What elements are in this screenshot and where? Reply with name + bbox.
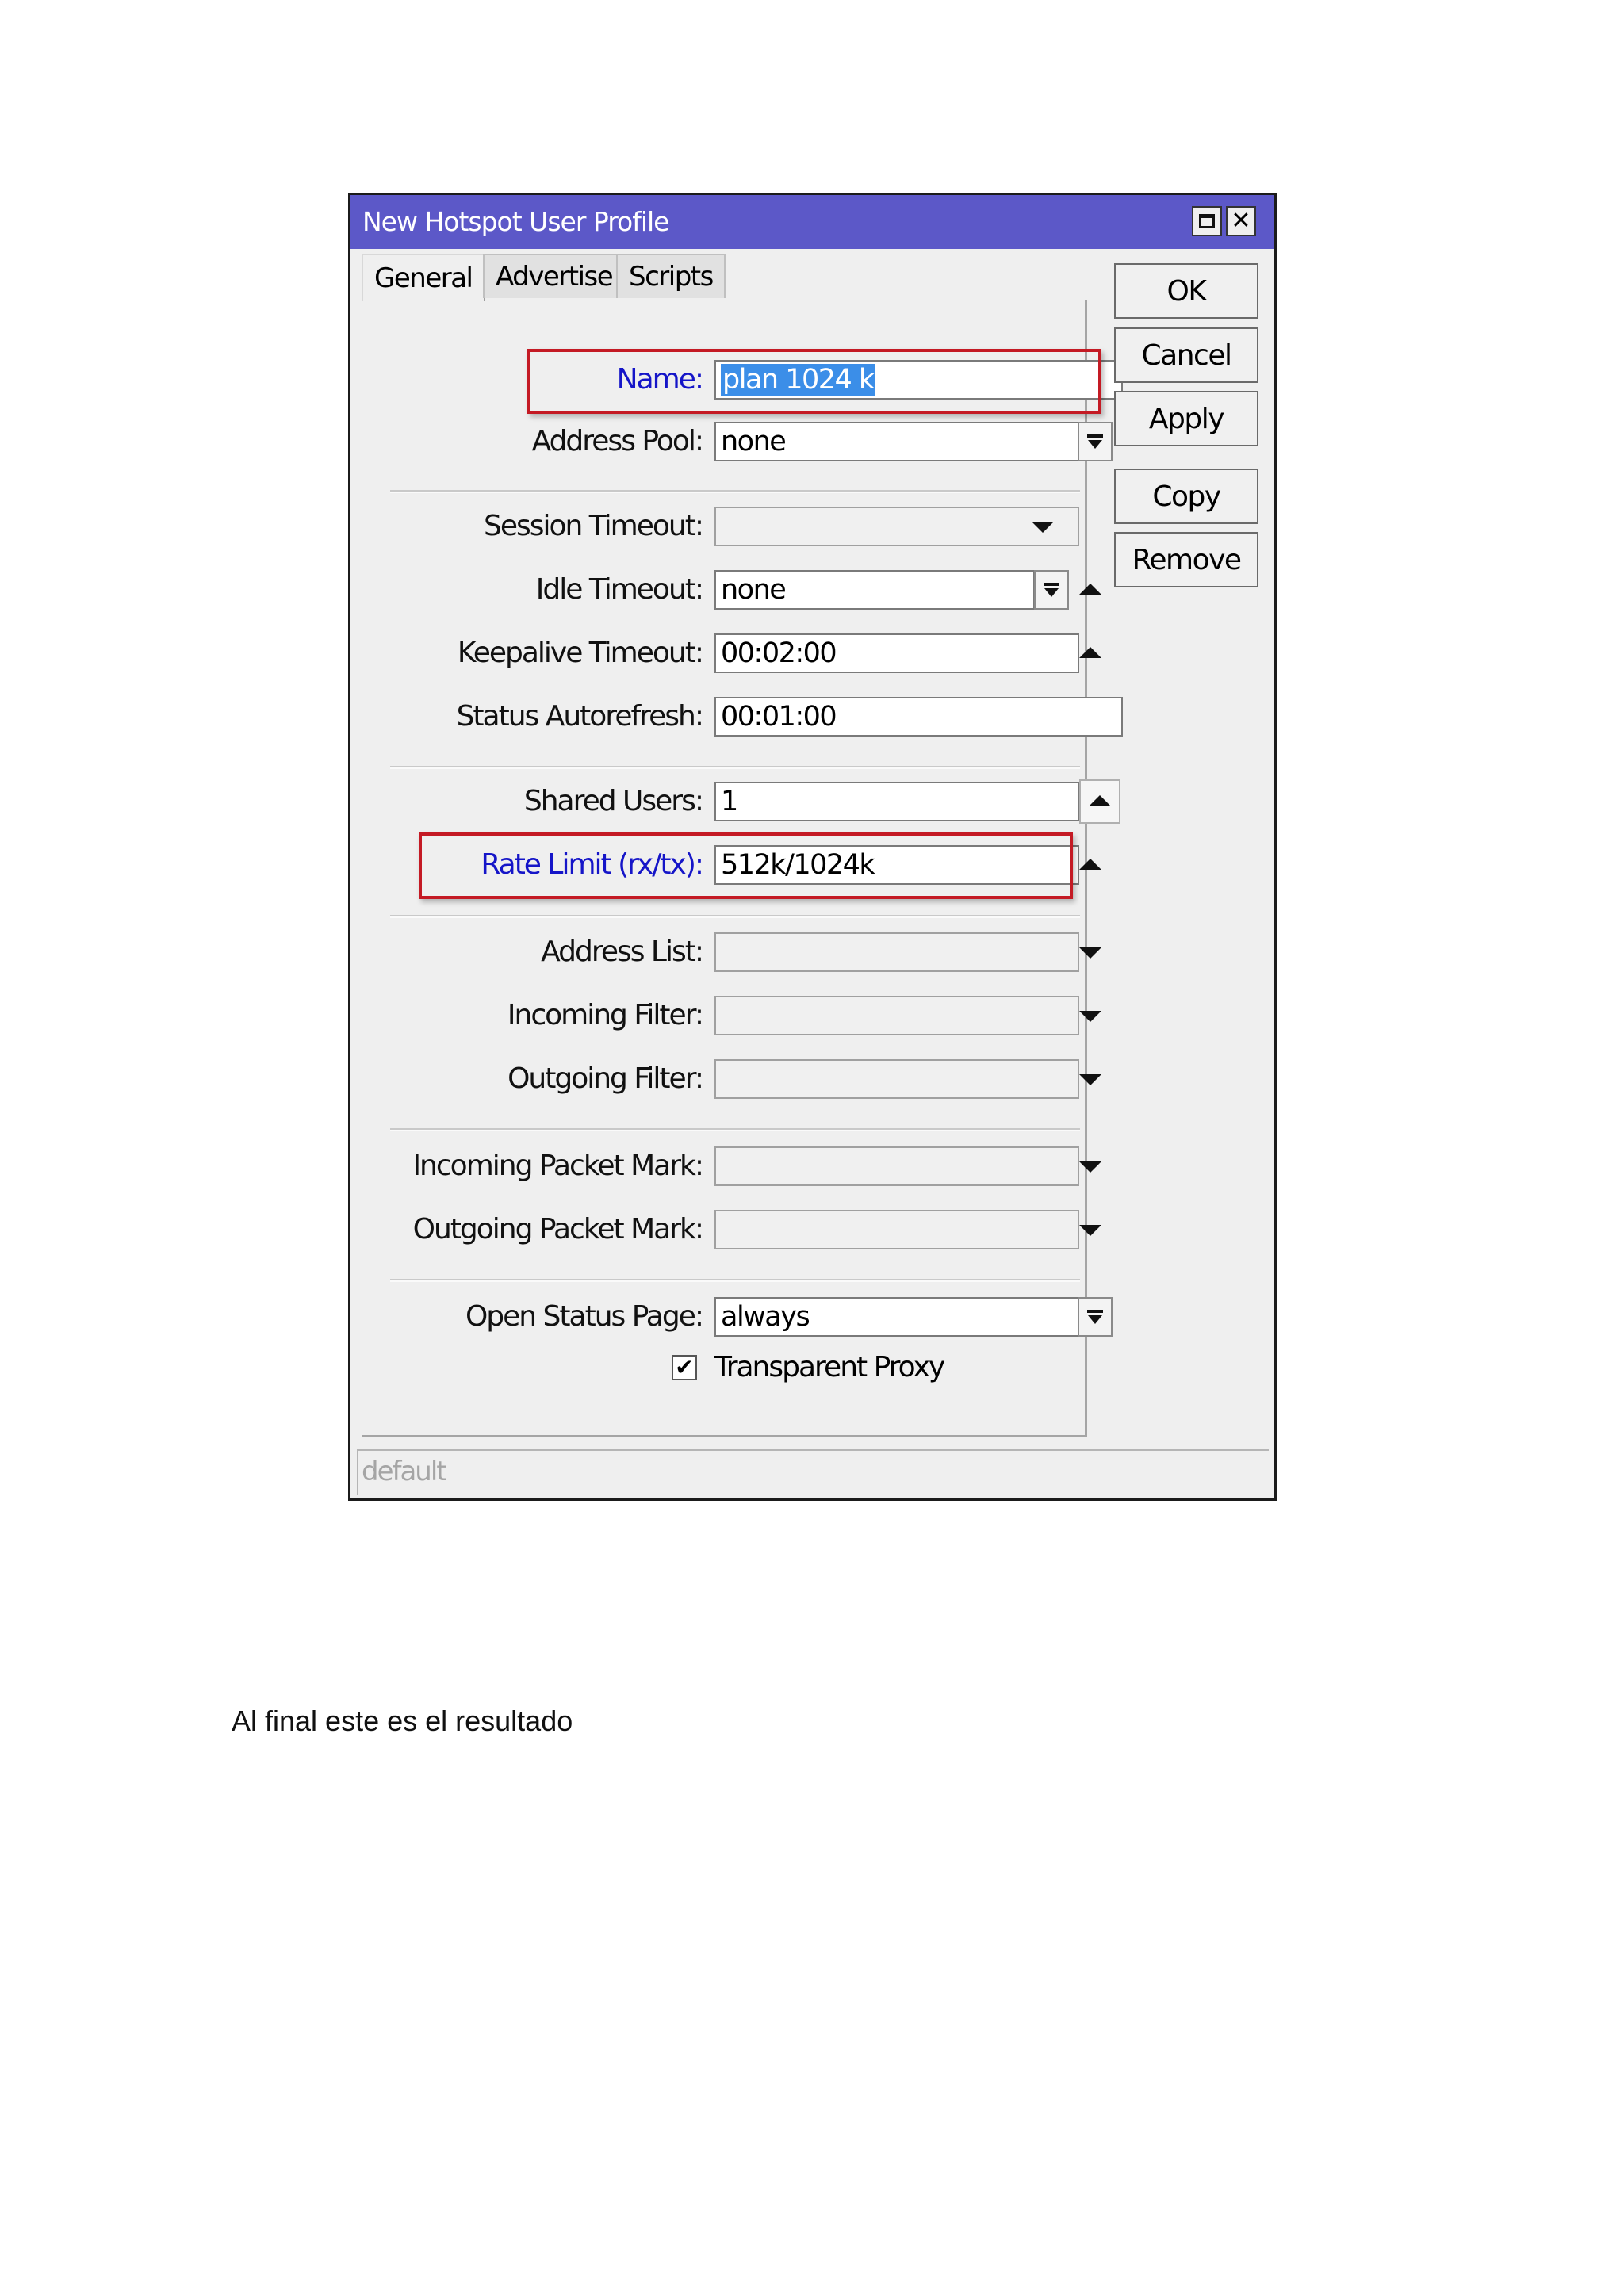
general-panel	[362, 300, 1087, 1437]
shared-users-collapse-button[interactable]	[1079, 779, 1120, 824]
idle-timeout-dropdown-button[interactable]	[1034, 570, 1069, 610]
remove-button[interactable]: Remove	[1114, 532, 1258, 587]
address-list-label: Address List:	[541, 936, 703, 968]
transparent-proxy-checkbox[interactable]	[672, 1355, 697, 1380]
name-input-value: plan 1024 k	[722, 364, 874, 396]
outgoing-packet-mark-expand-icon[interactable]	[1079, 1225, 1101, 1236]
maximize-icon	[1199, 214, 1215, 228]
incoming-packet-mark-field[interactable]	[714, 1146, 1079, 1186]
dropdown-icon	[1044, 588, 1059, 597]
idle-timeout-collapse-icon[interactable]	[1079, 584, 1101, 595]
separator	[390, 1279, 1080, 1282]
session-timeout-expand-icon[interactable]	[1032, 522, 1054, 533]
hotspot-user-profile-dialog	[348, 193, 1277, 1501]
outgoing-packet-mark-label: Outgoing Packet Mark:	[412, 1213, 703, 1246]
status-autorefresh-field[interactable]: 00:01:00	[714, 697, 1123, 737]
rate-limit-highlight-box	[419, 832, 1073, 899]
open-status-page-label: Open Status Page:	[465, 1300, 703, 1333]
outgoing-filter-label: Outgoing Filter:	[508, 1062, 703, 1095]
checkmark-icon: ✔	[675, 1354, 694, 1380]
outgoing-filter-expand-icon[interactable]	[1079, 1074, 1101, 1085]
dialog-title: New Hotspot User Profile	[362, 206, 669, 237]
separator	[390, 766, 1080, 769]
keepalive-timeout-collapse-icon[interactable]	[1079, 647, 1101, 658]
session-timeout-field[interactable]	[714, 507, 1079, 546]
open-status-page-field[interactable]: always	[714, 1297, 1079, 1337]
shared-users-label: Shared Users:	[523, 785, 703, 817]
separator	[390, 490, 1080, 493]
transparent-proxy-label: Transparent Proxy	[714, 1351, 944, 1383]
address-list-expand-icon[interactable]	[1079, 947, 1101, 959]
incoming-packet-mark-expand-icon[interactable]	[1079, 1161, 1101, 1173]
address-pool-label: Address Pool:	[531, 425, 703, 457]
incoming-filter-expand-icon[interactable]	[1079, 1011, 1101, 1022]
shared-users-field[interactable]: 1	[714, 782, 1079, 821]
open-status-page-dropdown-button[interactable]	[1078, 1297, 1113, 1337]
idle-timeout-field[interactable]: none	[714, 570, 1035, 610]
incoming-filter-label: Incoming Filter:	[507, 999, 703, 1031]
keepalive-timeout-field[interactable]: 00:02:00	[714, 633, 1079, 673]
idle-timeout-label: Idle Timeout:	[535, 573, 703, 606]
tab-scripts[interactable]: Scripts	[616, 254, 726, 298]
rate-limit-field[interactable]: 512k/1024k	[714, 845, 1079, 885]
address-pool-field[interactable]: none	[714, 422, 1079, 461]
cancel-button[interactable]: Cancel	[1114, 327, 1258, 383]
name-highlight-box	[527, 349, 1101, 414]
dropdown-icon	[1088, 440, 1102, 449]
close-button[interactable]	[1226, 206, 1256, 236]
incoming-filter-field[interactable]	[714, 996, 1079, 1035]
tab-advertise[interactable]: Advertise	[483, 254, 625, 298]
separator	[390, 1128, 1080, 1131]
outgoing-filter-field[interactable]	[714, 1059, 1079, 1099]
close-icon: ✕	[1231, 207, 1251, 235]
outgoing-packet-mark-field[interactable]	[714, 1210, 1079, 1249]
ok-button[interactable]: OK	[1114, 263, 1258, 319]
address-pool-dropdown-button[interactable]	[1078, 422, 1113, 461]
copy-button[interactable]: Copy	[1114, 469, 1258, 524]
status-bar: default	[357, 1449, 1269, 1495]
caption-text: Al final este es el resultado	[232, 1705, 573, 1737]
address-list-field[interactable]	[714, 932, 1079, 972]
collapse-icon	[1089, 795, 1111, 806]
rate-limit-label: Rate Limit (rx/tx):	[481, 848, 703, 881]
rate-limit-collapse-icon[interactable]	[1079, 859, 1101, 870]
separator	[390, 915, 1080, 918]
dropdown-icon	[1088, 1315, 1102, 1324]
incoming-packet-mark-label: Incoming Packet Mark:	[412, 1150, 703, 1182]
status-autorefresh-label: Status Autorefresh:	[456, 700, 703, 733]
maximize-button[interactable]	[1192, 206, 1222, 236]
tab-general[interactable]: General	[362, 254, 485, 301]
session-timeout-label: Session Timeout:	[484, 510, 703, 542]
name-label: Name:	[616, 363, 703, 396]
apply-button[interactable]: Apply	[1114, 391, 1258, 446]
keepalive-timeout-label: Keepalive Timeout:	[457, 637, 703, 669]
title-bar[interactable]	[350, 195, 1274, 249]
